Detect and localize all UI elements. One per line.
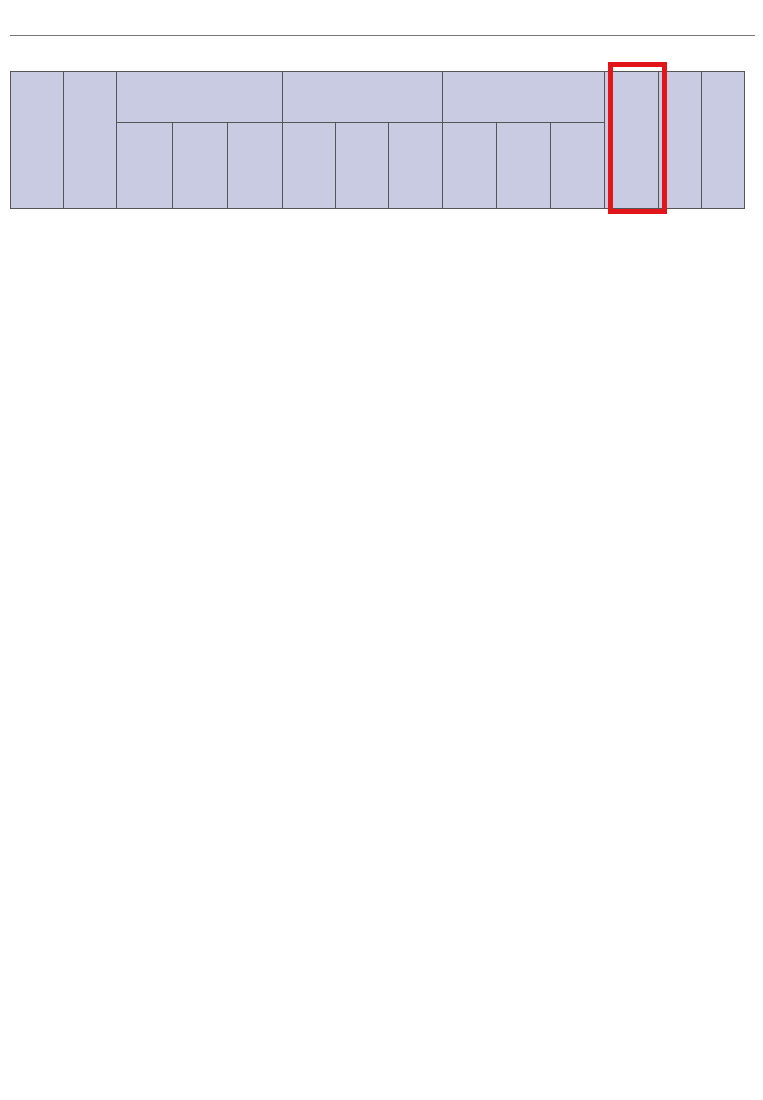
header-brinell <box>117 72 283 123</box>
header-hrd <box>389 123 442 209</box>
header-tensile <box>658 72 701 209</box>
header-hv <box>64 72 117 209</box>
title-bar <box>10 6 755 36</box>
header-standard <box>117 123 172 209</box>
footer-notes <box>10 1046 745 1096</box>
header-hra <box>283 123 336 209</box>
header-rockwell <box>283 72 443 123</box>
subtitle-bar <box>10 42 755 68</box>
header-45n <box>551 123 605 209</box>
hardness-table <box>10 71 745 209</box>
header-hrb <box>336 123 389 209</box>
header-superficial <box>442 72 605 123</box>
header-hs <box>605 72 658 209</box>
header-hrc <box>11 72 64 209</box>
header-hrc-right <box>701 72 744 209</box>
header-tungsten <box>227 123 282 209</box>
header-15n <box>442 123 496 209</box>
header-hultgren <box>172 123 227 209</box>
header-30n <box>496 123 550 209</box>
